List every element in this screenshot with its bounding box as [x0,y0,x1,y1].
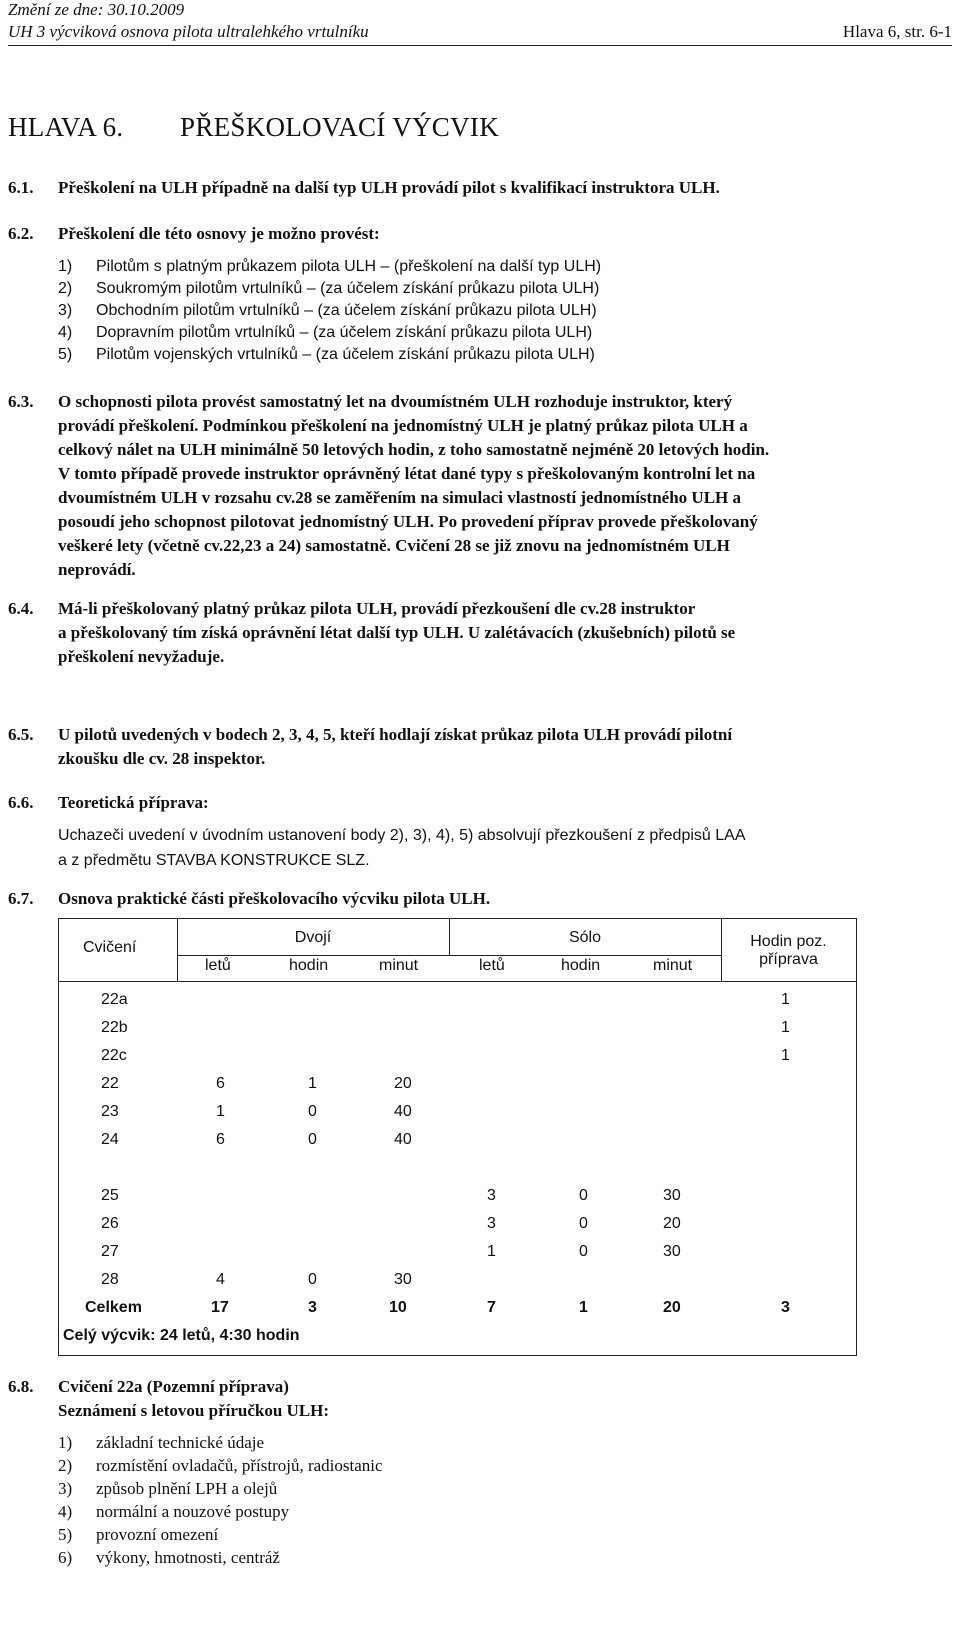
section-6-8 [8,1375,908,1569]
list-item: 1) základní technické údaje [58,1433,265,1452]
list-item: 3) způsob plnění LPH a olejů [58,1479,278,1498]
col-ground-prep-header: Hodin poz. příprava [750,933,827,968]
document-title: UH 3 výcviková osnova pilota ultralehkého vrtulníku [8,22,369,41]
table-row: 23 1 0 40 [101,1103,412,1120]
table-row: 24 6 0 40 [101,1131,412,1148]
table-summary-row: Celý výcvik: 24 letů, 4:30 hodin [63,1327,300,1344]
list-item: 1) Pilotům s platným průkazem pilota ULH – (přeškolení na další typ ULH) [58,258,602,275]
chapter-title: PŘEŠKOLOVACÍ VÝCVIK [180,112,499,142]
group-dual-header: Dvojí [294,929,332,946]
chapter-number: HLAVA 6. [8,112,124,142]
section-number: 6.7. [8,889,34,908]
section-6-4 [8,597,908,669]
list-item: 2) Soukromým pilotům vrtulníků – (za účelem získání průkazu pilota ULH) [58,280,600,297]
section-title: Přeškolení dle této osnovy je možno provést: [58,224,380,243]
list-item: 6) výkony, hmotnosti, centráž [58,1548,280,1567]
eligibility-list [58,256,908,366]
page-reference: Hlava 6, str. 6-1 [842,22,952,41]
table-header-divider [59,981,856,982]
table-row: 22c 1 [101,1047,790,1064]
table-row: 25 3 0 30 [101,1187,681,1204]
section-title: Cvičení 22a (Pozemní příprava) [58,1377,289,1396]
list-item: 2) rozmístění ovladačů, přístrojů, radiostanic [58,1456,383,1475]
section-number: 6.8. [8,1377,34,1396]
section-number: 6.5. [8,725,34,744]
col-exercise-header: Cvičení [83,939,137,956]
training-table [58,918,857,1356]
header-divider [8,45,952,46]
col-solo-hours: hodin [561,957,601,974]
section-text: U pilotů uvedených v bodech 2, 3, 4, 5, kteří hodlají získat průkaz pilota ULH provádí pilotní zkoušku dle cv. 28 inspektor. [58,725,733,768]
section-6-2 [8,222,908,366]
col-dual-hours: hodin [289,957,329,974]
table-row: 27 1 0 30 [101,1243,681,1260]
col-solo-minutes: minut [653,957,693,974]
section-6-5 [8,723,908,771]
group-solo-header: Sólo [568,929,602,946]
theory-text: Uchazeči uvedení v úvodním ustanovení body 2), 3), 4), 5) absolvují přezkoušení z předpisů LAA a z předmětu STAVBA KONSTRUKCE SLZ. [58,827,746,869]
section-text: Má-li přeškolovaný platný průkaz pilota ULH, provádí přezkoušení dle cv.28 instruktor a přeškolovaný tím získá oprávnění létat další typ ULH. U zalétávacích (zkušebních) pilotů se přeškolení nevyžaduje. [58,599,736,666]
section-number: 6.6. [8,793,34,812]
table-row: 22a 1 [101,991,790,1008]
table-row: 22 6 1 20 [101,1075,412,1092]
table-row: 22b 1 [101,1019,790,1036]
col-dual-minutes: minut [379,957,419,974]
section-title: Teoretická příprava: [58,793,209,812]
list-item: 5) provozní omezení [58,1525,219,1544]
section-6-7 [8,887,908,911]
section-number: 6.2. [8,224,34,243]
table-row: 26 3 0 20 [101,1215,681,1232]
list-item: 4) Dopravním pilotům vrtulníků – (za účelem získání průkazu pilota ULH) [58,324,593,341]
section-6-1 [8,176,908,200]
section-number: 6.1. [8,178,34,197]
section-text: O schopnosti pilota provést samostatný let na dvoumístném ULH rozhoduje instruktor, který provádí přeškolení. Podmínkou přeškolení na jednomístný ULH je platný průkaz pilota ULH a celkový nálet na ULH minimálně 50 letových hodin, z toho samostatně nejméně 20 letových hodin. V tomto případě provede instruktor oprávněný létat dané typy s přeškolovaným kontrolní let na dvoumístném ULH v rozsahu cv.28 se zaměřením na simulaci vlastností jednomístného ULH a posoudí jeho schopnost pilotovat jednomístný ULH. Po provedení příprav provede přeškolovaný veškeré lety (včetně cv.22,23 a 24) samostatně. Cvičení 28 se již znovu na jednomístném ULH neprovádí. [58,392,770,579]
section-number: 6.3. [8,392,34,411]
table-row: 28 4 0 30 [101,1271,412,1288]
section-number: 6.4. [8,599,34,618]
list-item: 4) normální a nouzové postupy [58,1502,290,1521]
table-total-row: Celkem 17 3 10 7 1 20 3 [85,1299,790,1316]
list-item: 3) Obchodním pilotům vrtulníků – (za účelem získání průkazu pilota ULH) [58,302,597,319]
section-subtitle: Seznámení s letovou příručkou ULH: [58,1401,330,1420]
section-text: Přeškolení na ULH případně na další typ ULH provádí pilot s kvalifikací instruktora ULH. [58,178,720,197]
table-divider [177,955,721,956]
manual-topics-list [58,1431,908,1569]
section-title: Osnova praktické části přeškolovacího výcviku pilota ULH. [58,889,491,908]
col-solo-flights: letů [479,957,505,974]
list-item: 5) Pilotům vojenských vrtulníků – (za účelem získání průkazu pilota ULH) [58,346,595,363]
section-6-6 [8,791,908,873]
col-dual-flights: letů [205,957,231,974]
revision-date: Změní ze dne: 30.10.2009 [8,0,185,19]
section-6-3 [8,390,908,582]
chapter-heading [8,112,499,143]
